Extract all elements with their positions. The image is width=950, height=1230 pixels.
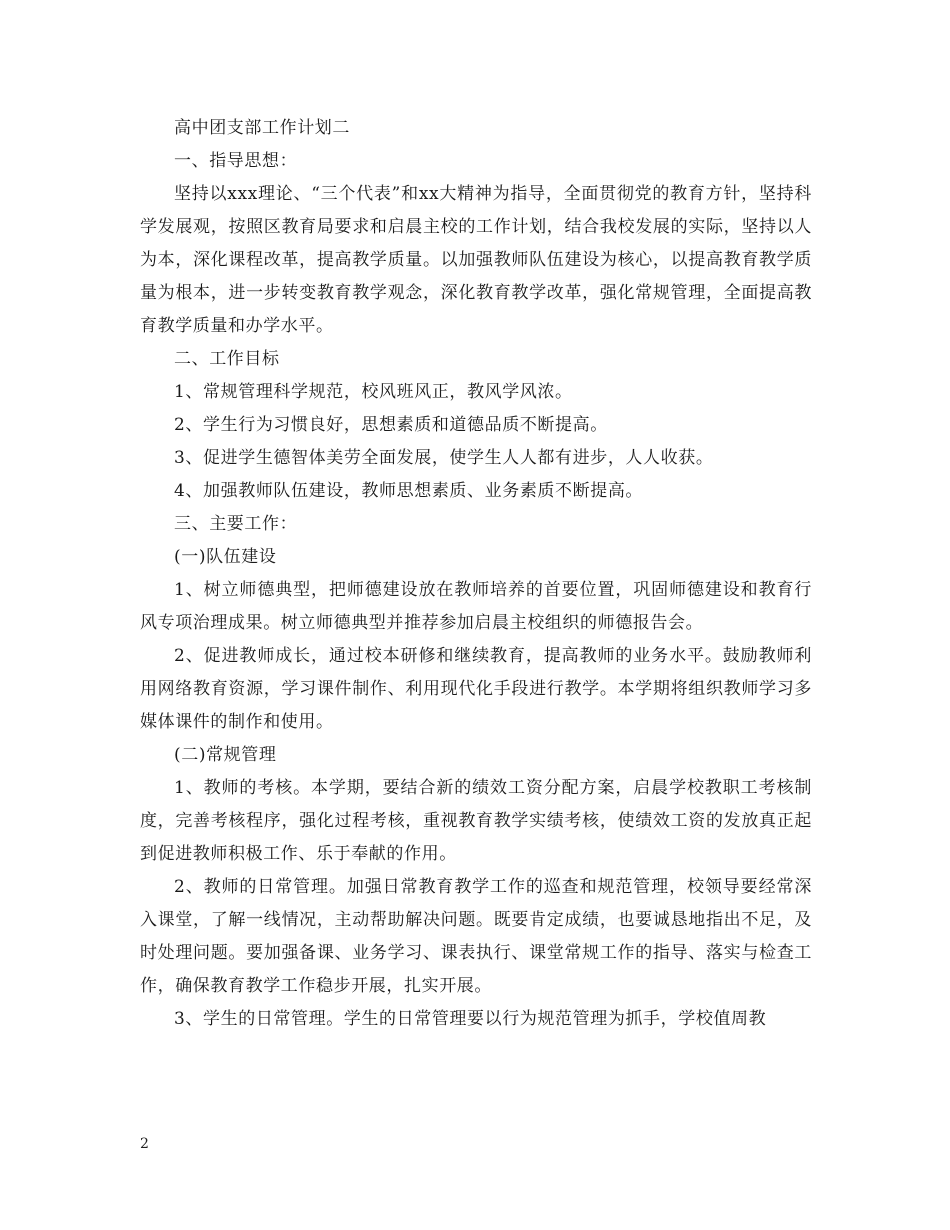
paragraph-guiding-ideology: 坚持以xxx理论、“三个代表”和xx大精神为指导，全面贯彻党的教育方针，坚持科学发展观，按照区教育局要求和启晨主校的工作计划，结合我校发展的实际，坚持以人为本，深化课程改革，提高教学质量。以加强教师队伍建设为核心，以提高教育教学质量为根本，进一步转变教育教学观念，深化教育教学改革，强化常规管理，全面提高教育教学质量和办学水平。 — [140, 184, 812, 336]
goal-item-3: 3、促进学生德智体美劳全面发展，使学生人人都有进步，人人收获。 — [174, 448, 714, 468]
section-heading-work-goals: 二、工作目标 — [174, 349, 280, 369]
goal-item-2: 2、学生行为习惯良好，思想素质和道德品质不断提高。 — [174, 415, 608, 435]
page-number: 2 — [140, 1136, 149, 1152]
section-heading-main-work: 三、主要工作： — [174, 514, 298, 534]
document-title: 高中团支部工作计划二 — [174, 118, 350, 138]
subsection-heading-routine-management: (二)常规管理 — [174, 745, 277, 765]
routine-management-item-3: 3、学生的日常管理。学生的日常管理要以行为规范管理为抓手，学校值周教 — [174, 1009, 767, 1029]
goal-item-1: 1、常规管理科学规范，校风班风正，教风学风浓。 — [174, 382, 573, 402]
section-heading-guiding-ideology: 一、指导思想： — [174, 151, 298, 171]
team-building-item-2: 2、促进教师成长，通过校本研修和继续教育，提高教师的业务水平。鼓励教师利用网络教育资源，学习课件制作、利用现代化手段进行教学。本学期将组织教师学习多媒体课件的制作和使用。 — [140, 646, 812, 732]
subsection-heading-team-building: (一)队伍建设 — [174, 547, 277, 567]
routine-management-item-2: 2、教师的日常管理。加强日常教育教学工作的巡查和规范管理，校领导要经常深入课堂，了解一线情况，主动帮助解决问题。既要肯定成绩，也要诚恳地指出不足，及时处理问题。要加强备课、业务学习、课表执行、课堂常规工作的指导、落实与检查工作，确保教育教学工作稳步开展，扎实开展。 — [140, 877, 812, 996]
team-building-item-1: 1、树立师德典型，把师德建设放在教师培养的首要位置，巩固师德建设和教育行风专项治理成果。树立师德典型并推荐参加启晨主校组织的师德报告会。 — [140, 580, 812, 633]
routine-management-item-1: 1、教师的考核。本学期，要结合新的绩效工资分配方案，启晨学校教职工考核制度，完善考核程序，强化过程考核，重视教育教学实绩考核，使绩效工资的发放真正起到促进教师积极工作、乐于奉献的作用。 — [140, 778, 812, 864]
document-body — [140, 112, 812, 1036]
goal-item-4: 4、加强教师队伍建设，教师思想素质、业务素质不断提高。 — [174, 481, 644, 501]
